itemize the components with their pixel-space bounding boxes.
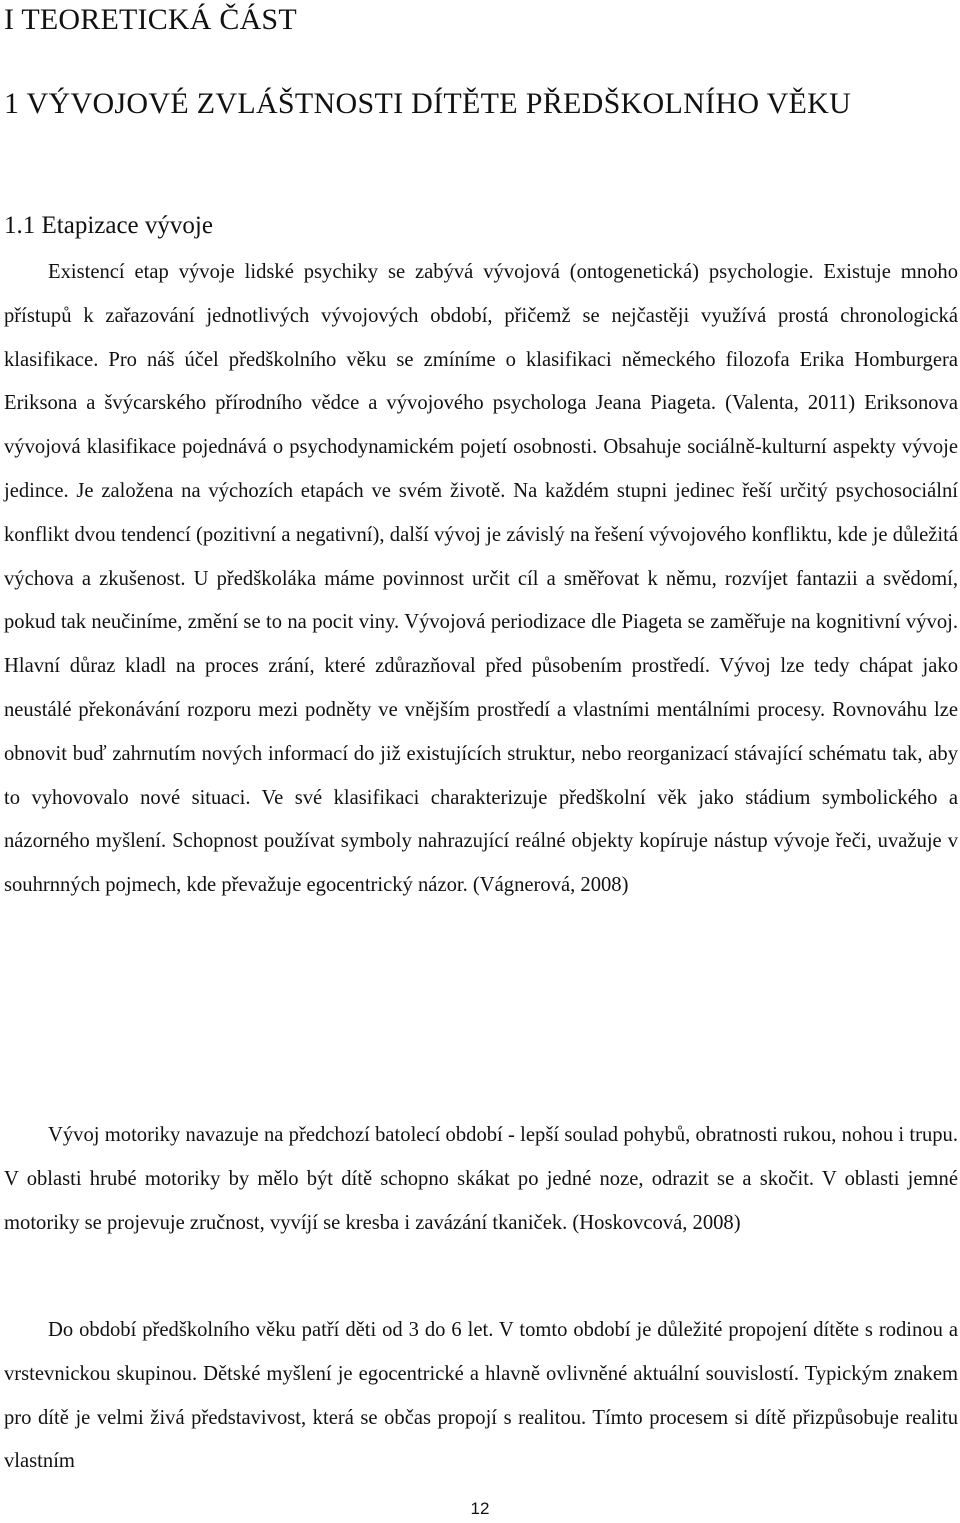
body-paragraph: Do období předškolního věku patří děti od 3 do 6 let. V tomto období je důležité propojení dítěte s rodinou a vrstevnickou skupinou. Dětské myšlení je egocentrické a hlavně ovlivněné aktuální souvislostí. Typickým znakem pro dítě je velmi živá představivost, která se občas propojí s realitou. Tímto procesem si dítě přizpůsobuje realitu vlastním	[4, 1319, 958, 1473]
chapter-title: 1 VÝVOJOVÉ ZVLÁŠTNOSTI DÍTĚTE PŘEDŠKOLNÍHO VĚKU	[4, 87, 852, 120]
part-title: I TEORETICKÁ ČÁST	[4, 3, 297, 36]
section-title: 1.1 Etapizace vývoje	[4, 212, 213, 239]
body-paragraph: Vývoj motoriky navazuje na předchozí batolecí období - lepší soulad pohybů, obratnosti rukou, nohou i trupu. V oblasti hrubé motoriky by mělo být dítě schopno skákat po jedné noze, odrazit se a skočit. V oblasti jemné motoriky se projevuje zručnost, vyvíjí se kresba i zavázání tkaniček. (Hoskovcová, 2008)	[4, 1124, 958, 1234]
page-number: 12	[470, 1499, 490, 1518]
body-paragraph: Existencí etap vývoje lidské psychiky se zabývá vývojová (ontogenetická) psychologie. Existuje mnoho přístupů k zařazování jednotlivých vývojových období, přičemž se nejčastěji využívá prostá chronologická klasifikace. Pro náš účel předškolního věku se zmíníme o klasifikaci německého filozofa Erika Homburgera Eriksona a švýcarského přírodního vědce a vývojového psychologa Jeana Piageta. (Valenta, 2011) Eriksonova vývojová klasifikace pojednává o psychodynamickém pojetí osobnosti. Obsahuje sociálně-kulturní aspekty vývoje jedince. Je založena na výchozích etapách ve svém životě. Na každém stupni jedinec řeší určitý psychosociální konflikt dvou tendencí (pozitivní a negativní), další vývoj je závislý na řešení vývojového konfliktu, kde je důležitá výchova a zkušenost. U předškoláka máme povinnost určit cíl a směřovat k němu, rozvíjet fantazii a svědomí, pokud tak neučiníme, změní se to na pocit viny. Vývojová periodizace dle Piageta se zaměřuje na kognitivní vývoj. Hlavní důraz kladl na proces zrání, které zdůrazňoval před působením prostředí. Vývoj lze tedy chápat jako neustálé překonávání rozporu mezi podněty ve vnějším prostředí a vlastními mentálními procesy. Rovnováhu lze obnovit buď zahrnutím nových informací do již existujících struktur, nebo reorganizací stávající schématu tak, aby to vyhovovalo nové situaci. Ve své klasifikaci charakterizuje předškolní věk jako stádium symbolického a názorného myšlení. Schopnost používat symboly nahrazující reálné objekty kopíruje nástup vývoje řeči, uvažuje v souhrnných pojmech, kde převažuje egocentrický názor. (Vágnerová, 2008)	[4, 261, 958, 897]
